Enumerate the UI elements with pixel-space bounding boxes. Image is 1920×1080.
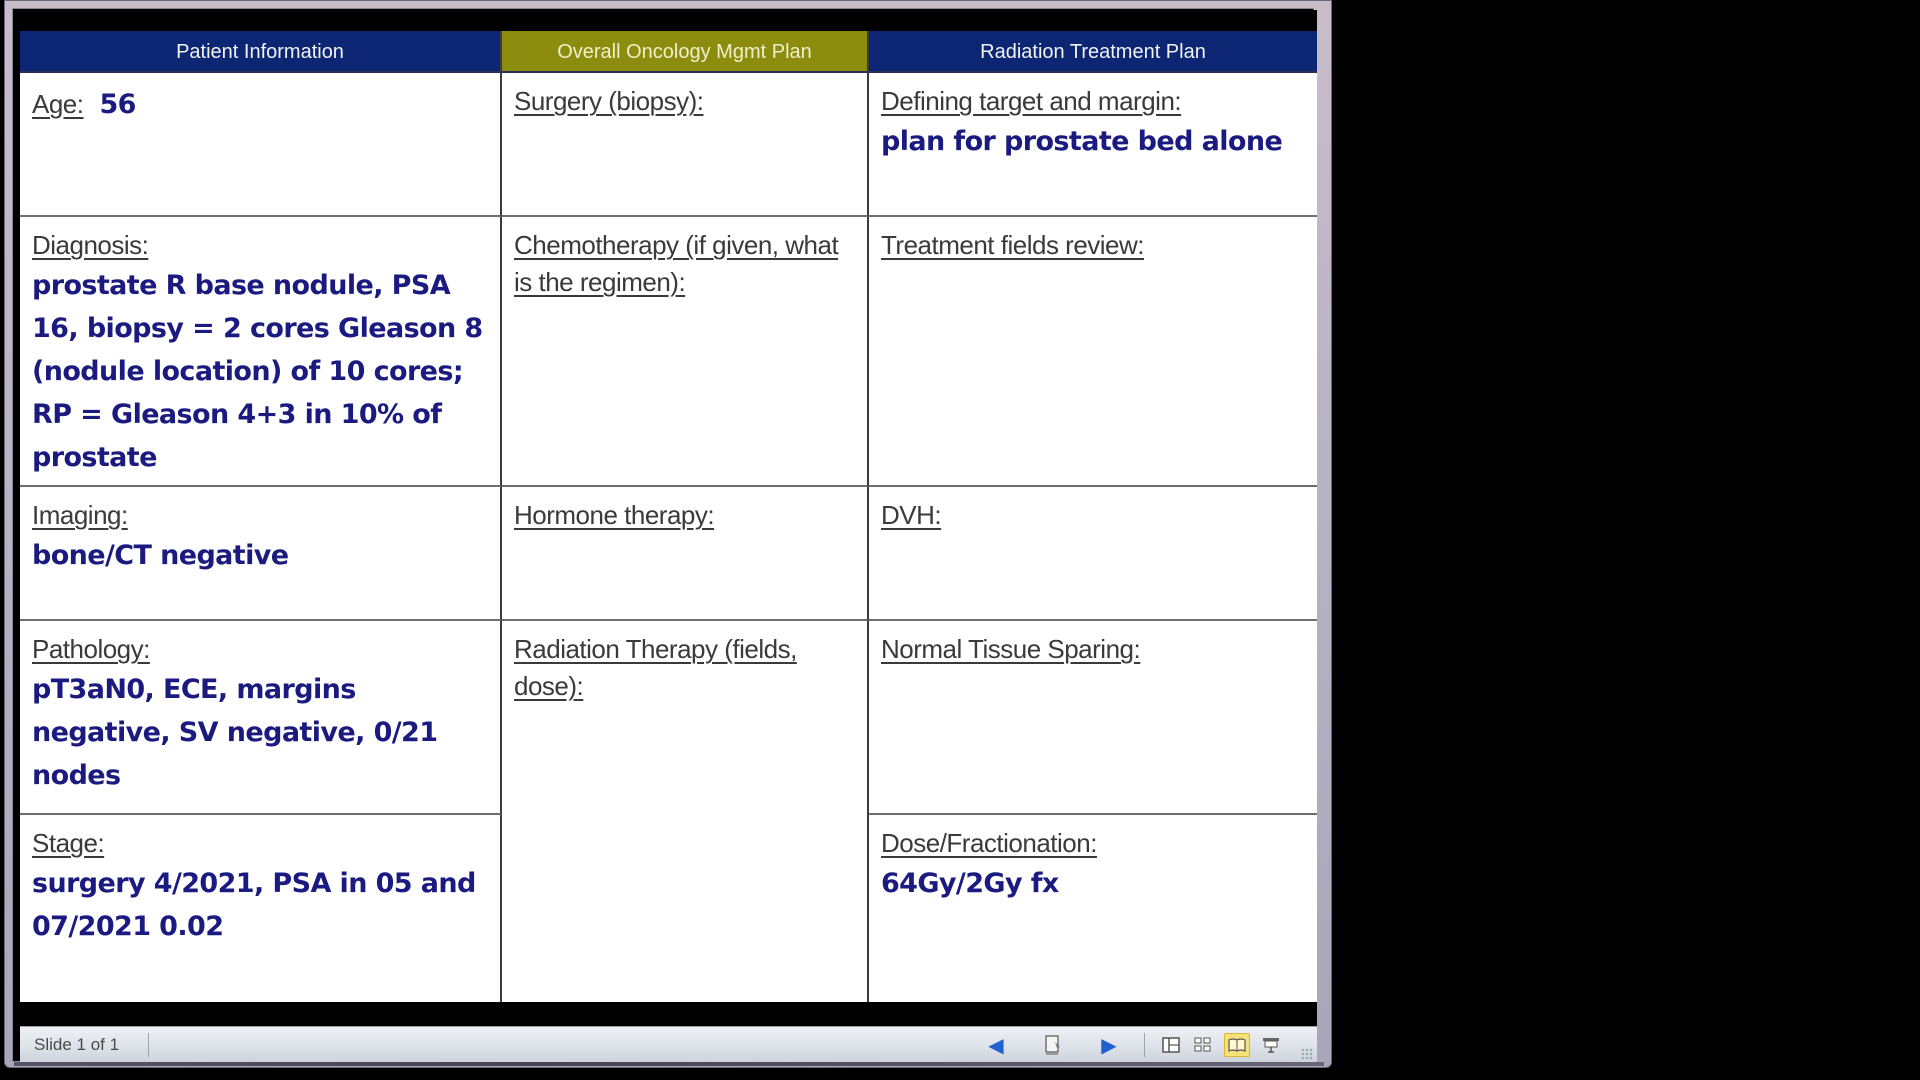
cell-target-margin: [869, 73, 1317, 217]
cell-diagnosis: [20, 217, 502, 487]
notes-icon[interactable]: [1040, 1033, 1066, 1057]
cell-dose-fractionation: [869, 815, 1317, 1002]
cell-stage: [20, 815, 502, 1002]
resize-grip[interactable]: [1301, 1048, 1313, 1060]
pathology-label: Pathology:: [32, 634, 150, 664]
reading-view-icon[interactable]: [1224, 1033, 1250, 1057]
cell-normal-tissue-sparing: [869, 621, 1317, 815]
diagnosis-value: prostate R base nodule, PSA 16, biopsy = 2 cores Gleason 8 (nodule location) of 10 cores; RP = Gleason 4+3 in 10% of prostate: [32, 270, 483, 473]
cell-radiation-therapy: [502, 621, 869, 1002]
cell-treatment-fields: [869, 217, 1317, 487]
hormone-therapy-label: Hormone therapy:: [514, 500, 715, 530]
previous-slide-icon[interactable]: ◀: [988, 1034, 1004, 1057]
slide-indicator: Slide 1 of 1: [34, 1035, 120, 1054]
slide-show-icon[interactable]: [1258, 1033, 1284, 1057]
slide-bottom-border: [20, 1002, 1317, 1026]
chemotherapy-label: Chemotherapy (if given, what is the regimen):: [514, 230, 839, 297]
stage-value: surgery 4/2021, PSA in 05 and 07/2021 0.02: [32, 868, 476, 942]
age-value: 56: [99, 89, 136, 120]
imaging-label: Imaging:: [32, 500, 128, 530]
dvh-label: DVH:: [881, 500, 942, 530]
normal-view-icon[interactable]: [1158, 1033, 1184, 1057]
cell-dvh: [869, 487, 1317, 621]
cell-pathology: [20, 621, 502, 815]
target-margin-value: plan for prostate bed alone: [881, 126, 1283, 157]
cell-hormone-therapy: [502, 487, 869, 621]
dose-fractionation-value: 64Gy/2Gy fx: [881, 868, 1059, 899]
header-oncology-plan: Overall Oncology Mgmt Plan: [502, 31, 869, 73]
header-radiation-plan: Radiation Treatment Plan: [869, 31, 1317, 73]
cell-chemotherapy: [502, 217, 869, 487]
cell-age: [20, 73, 502, 217]
age-label: Age:: [32, 89, 84, 119]
next-slide-icon[interactable]: ▶: [1101, 1034, 1117, 1057]
cell-imaging: [20, 487, 502, 621]
treatment-fields-label: Treatment fields review:: [881, 230, 1145, 260]
status-bar: [20, 1026, 1317, 1062]
status-separator: [1144, 1033, 1145, 1057]
surgery-label: Surgery (biopsy):: [514, 86, 704, 116]
slide-sorter-icon[interactable]: [1190, 1033, 1216, 1057]
target-margin-label: Defining target and margin:: [881, 86, 1182, 116]
diagnosis-label: Diagnosis:: [32, 230, 149, 260]
window-bottom-edge: [14, 1062, 1324, 1066]
header-patient-information: Patient Information: [20, 31, 502, 73]
slide-top-border: [20, 10, 1317, 31]
imaging-value: bone/CT negative: [32, 540, 289, 571]
normal-tissue-sparing-label: Normal Tissue Sparing:: [881, 634, 1141, 664]
status-separator: [148, 1033, 149, 1057]
cell-surgery: [502, 73, 869, 217]
dose-fractionation-label: Dose/Fractionation:: [881, 828, 1097, 858]
slide: [20, 31, 1317, 1002]
stage-label: Stage:: [32, 828, 105, 858]
pathology-value: pT3aN0, ECE, margins negative, SV negative, 0/21 nodes: [32, 674, 438, 791]
radiation-therapy-label: Radiation Therapy (fields, dose):: [514, 634, 797, 701]
